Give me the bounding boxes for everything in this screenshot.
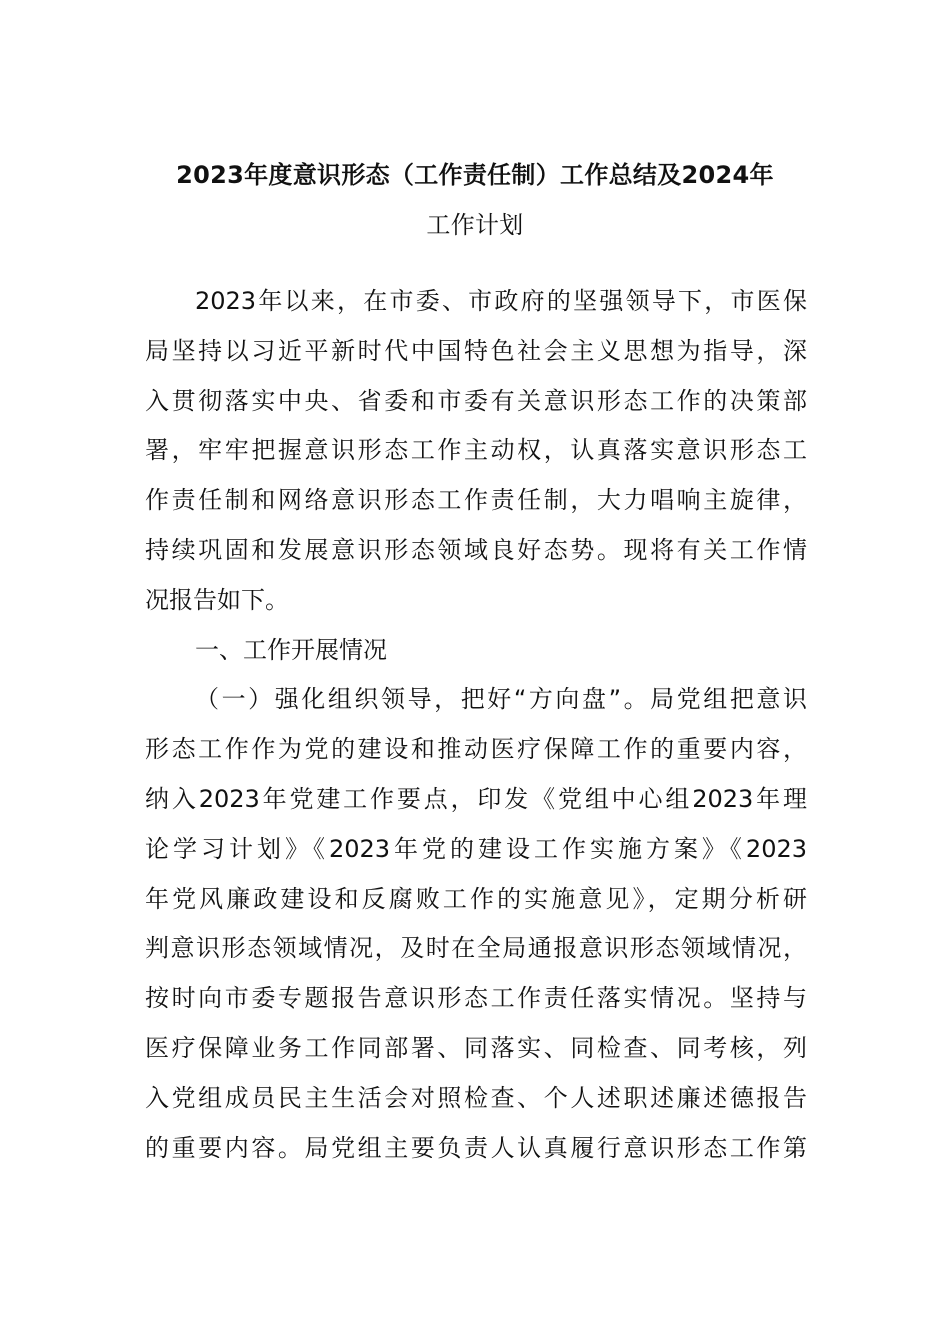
document-title [145,150,805,250]
body-line: 判意识形态领域情况，及时在全局通报意识形态领域情况， [145,934,807,963]
body-line: 署，牢牢把握意识形态工作主动权，认真落实意识形态工 [145,436,807,465]
body-line: 的重要内容。局党组主要负责人认真履行意识形态工作第 [145,1133,807,1162]
body-line: （一）强化组织领导，把好“方向盘”。局党组把意识 [195,685,807,714]
body-line: 入党组成员民主生活会对照检查、个人述职述廉述德报告 [145,1083,807,1112]
body-line: 局坚持以习近平新时代中国特色社会主义思想为指导，深 [145,336,807,365]
body-line: 论学习计划》《2023年党的建设工作实施方案》《2023 [145,834,807,863]
document-body [145,277,807,1173]
body-line: 纳入2023年党建工作要点，印发《党组中心组2023年理 [145,784,807,813]
body-line: 年党风廉政建设和反腐败工作的实施意见》，定期分析研 [145,884,807,913]
body-line: 形态工作作为党的建设和推动医疗保障工作的重要内容， [145,735,807,764]
body-line: 作责任制和网络意识形态工作责任制，大力唱响主旋律， [145,486,807,515]
body-line: 按时向市委专题报告意识形态工作责任落实情况。坚持与 [145,984,807,1013]
body-line: 况报告如下。 [145,585,289,614]
title-line-1: 2023年度意识形态（工作责任制）工作总结及2024年 [176,161,774,189]
section-heading: 一、工作开展情况 [195,635,387,664]
body-line: 入贯彻落实中央、省委和市委有关意识形态工作的决策部 [145,386,807,415]
body-line: 持续巩固和发展意识形态领域良好态势。现将有关工作情 [145,535,807,564]
body-line: 医疗保障业务工作同部署、同落实、同检查、同考核，列 [145,1033,807,1062]
title-line-2: 工作计划 [426,211,524,239]
body-line: 2023年以来，在市委、市政府的坚强领导下，市医保 [195,287,807,315]
